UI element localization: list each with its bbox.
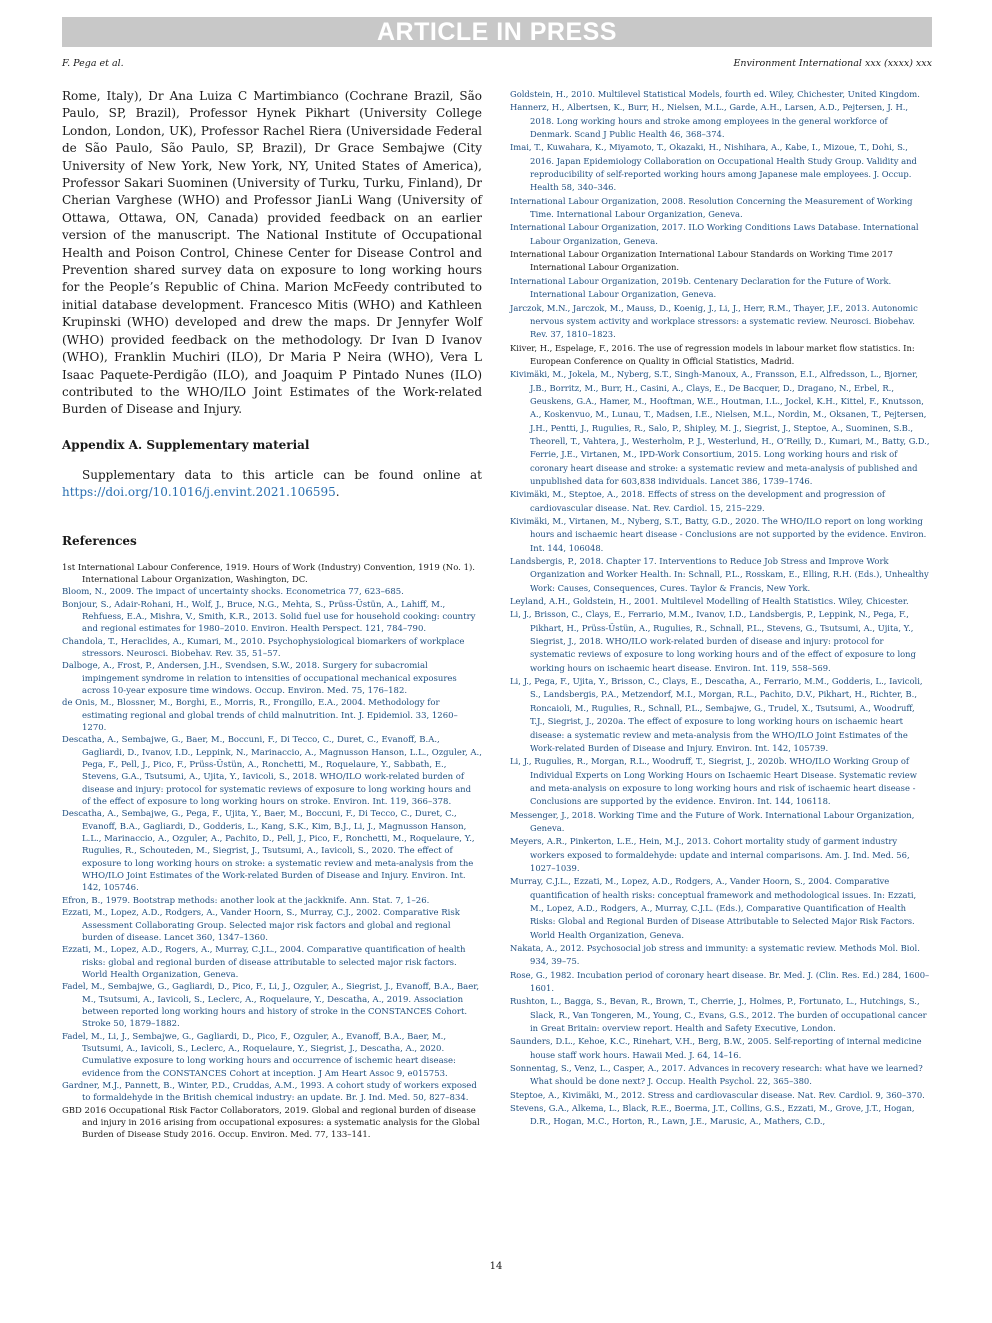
references-list-left — [62, 562, 482, 1142]
reference-item[interactable]: Ezzati, M., Lopez, A.D., Rogers, A., Murray, C.J.L., 2004. Comparative quantification of health risks: global and regional burden of disease attributable to selected major risk factors. World Health Organization, Geneva. — [62, 945, 466, 980]
reference-item[interactable]: Rose, G., 1982. Incubation period of coronary heart disease. Br. Med. J. (Clin. Res. Ed.) 284, 1600–1601. — [510, 969, 930, 994]
reference-item[interactable]: Fadel, M., Sembajwe, G., Gagliardi, D., Pico, F., Li, J., Ozguler, A., Siegrist, J., Evanoff, B.A., Baer, M., Tsutsumi, A., Iavicoli, S., Leclerc, A., Roquelaure, Y., Descatha, A., 2019. Association between reported long working hours and history of stroke in the CONSTANCES Cohort. Stroke 50, 1879–1882. — [62, 982, 480, 1030]
appendix-suffix: . — [335, 485, 340, 500]
right-column — [510, 88, 930, 1129]
reference-item[interactable]: Hannerz, H., Albertsen, K., Burr, H., Nielsen, M.L., Garde, A.H., Larsen, A.D., Pejtersen, J. H., 2018. Long working hours and stroke among employees in the general workforce of Denmark. Scand J Public Health 46, 368–374. — [510, 102, 909, 140]
reference-item[interactable]: Dalboge, A., Frost, P., Andersen, J.H., Svendsen, S.W., 2018. Surgery for subacromial impingement syndrome in relation to intensities of occupational mechanical exposures across 10-year exposure time windows. Occup. Environ. Med. 75, 176–182. — [62, 661, 457, 696]
reference-item[interactable]: Murray, C.J.L., Ezzati, M., Lopez, A.D., Rodgers, A., Vander Hoorn, S., 2004. Comparative quantification of health risks: conceptual framework and methodological issues. In: Ezzati, M., Lopez, A.D., Rodgers, A., Murray, C.J.L. (Eds.), Comparative Quantification of Health Risks: Global and Regional Burden of Disease Attributable to Selected Major Risk Factors. World Health Organization, Geneva. — [510, 876, 917, 940]
reference-item: 1st International Labour Conference, 1919. Hours of Work (Industry) Convention, 1919 (No. 1). International Labour Organization, Washington, DC. — [62, 562, 475, 585]
appendix-heading: Appendix A. Supplementary material — [62, 437, 310, 452]
left-column — [62, 88, 482, 1142]
reference-item[interactable]: Fadel, M., Li, J., Sembajwe, G., Gagliardi, D., Pico, F., Ozguler, A., Evanoff, B.A., Baer, M., Tsutsumi, A., Iavicoli, S., Leclerc, A., Roquelaure, Y., Siegrist, J., Descatha, A., 2020. Cumulative exposure to long working hours and occurrence of ischemic heart disease: evidence from the CONSTANCES Cohort at inception. J Am Heart Assoc 9, e015753. — [62, 1031, 456, 1079]
reference-item[interactable]: Gardner, M.J., Pannett, B., Winter, P.D., Cruddas, A.M., 1993. A cohort study of workers exposed to formaldehyde in the British chemical industry: an update. Br. J. Ind. Med. 50, 827–834. — [62, 1080, 477, 1104]
reference-item[interactable]: International Labour Organization, 2008. Resolution Concerning the Measurement of Working Time. International Labour Organization, Geneva. — [510, 195, 913, 220]
page-number: 14 — [489, 1261, 503, 1272]
reference-item[interactable]: International Labour Organization, 2019b. Centenary Declaration for the Future of Work. International Labour Organization, Geneva. — [510, 275, 892, 300]
reference-item[interactable]: de Onis, M., Blossner, M., Borghi, E., Morris, R., Frongillo, E.A., 2004. Methodology for estimating regional and global trends of child malnutrition. Int. J. Epidemiol. 33, 1260–1270. — [62, 698, 458, 733]
reference-item[interactable]: Bloom, N., 2009. The impact of uncertainty shocks. Econometrica 77, 623–685. — [62, 587, 404, 598]
reference-item[interactable]: Rushton, L., Bagga, S., Bevan, R., Brown, T., Cherrie, J., Holmes, P., Fortunato, L., Hutchings, S., Slack, R., Van Tongeren, M., Young, C., Evans, G.S., 2012. The burden of occupational cancer in Great Britain: overview report. Health and Safety Executive, London. — [510, 996, 927, 1034]
reference-item[interactable]: Sonnentag, S., Venz, L., Casper, A., 2017. Advances in recovery research: what have we learned? What should be done next? J. Occup. Health Psychol. 22, 365–380. — [510, 1063, 923, 1087]
reference-item[interactable]: Li, J., Brisson, C., Clays, E., Ferrario, M.M., Ivanov, I.D., Landsbergis, P., Leppink, N., Pega, F., Pikhart, H., Prüss-Üstün, A., Rugulies, R., Schnall, P.L., Stevens, G., Tsutsumi, A., Ujita, Y., Siegrist, J., 2018. WHO/ILO work-related burden of disease and injury: protocol for systematic reviews of exposure to long working hours and of the effect of exposure to long working hours on ischaemic heart disease. Environ. Int. 119, 558–569. — [510, 609, 916, 673]
reference-item[interactable]: Kivimäki, M., Jokela, M., Nyberg, S.T., Singh-Manoux, A., Fransson, E.I., Alfredsson, L., Bjorner, J.B., Borritz, M., Burr, H., Casini, A., Clays, E., De Bacquer, D., Dragano, N., Erbel, R., Geuskens, G.A., Hamer, M., Hooftman, W.E., Houtman, I.L., Jockel, K.H., Kittel, F., Knutsson, A., Koskenvuo, M., Lunau, T., Madsen, I.E., Nielsen, M.L., Nordin, M., Oksanen, T., Pejtersen, J.H., Pentti, J., Rugulies, R., Salo, P., Shipley, M. J., Siegrist, J., Steptoe, A., Suominen, S.B., Theorell, T., Vahtera, J., Westerholm, P. J., Westerlund, H., O’Reilly, D., Kumari, M., Batty, G.D., Ferrie, J.E., Virtanen, M., IPD-Work Consortium, 2015. Long working hours and risk of coronary heart disease and stroke: a systematic review and meta-analysis of published and unpublished data for 603,838 individuals. Lancet 386, 1739–1746. — [510, 369, 930, 486]
appendix-text: Supplementary data to this article can be found online at — [82, 467, 482, 482]
reference-item[interactable]: Bonjour, S., Adair-Rohani, H., Wolf, J., Bruce, N.G., Mehta, S., Prüss-Üstün, A., Lahiff, M., Rehfuess, E.A., Mishra, V., Smith, K.R., 2013. Solid fuel use for household cooking: country and regional estimates for 1980–2010. Environ. Health Perspect. 121, 784–790. — [62, 599, 476, 635]
reference-item[interactable]: Saunders, D.L., Kehoe, K.C., Rinehart, V.H., Berg, B.W., 2005. Self-reporting of internal medicine house staff work hours. Hawaii Med. J. 64, 14–16. — [510, 1036, 922, 1060]
reference-item: GBD 2016 Occupational Risk Factor Collaborators, 2019. Global and regional burden of disease and injury in 2016 arising from occupational exposures: a systematic analysis for the Global Burden of Disease Study 2016. Occup. Environ. Med. 77, 133–141. — [62, 1105, 480, 1141]
running-head-authors: F. Pega et al. — [62, 58, 124, 69]
supplementary-data-link[interactable]: https://doi.org/10.1016/j.envint.2021.106595 — [62, 485, 336, 500]
reference-item[interactable]: Landsbergis, P., 2018. Chapter 17. Interventions to Reduce Job Stress and Improve Work Organization and Worker Health. In: Schnall, P.L., Rosskam, E., Elling, R.H. (Eds.), Unhealthy Work: Causes, Consequences, Cures. Taylor & Francis, New York. — [510, 556, 929, 593]
reference-item[interactable]: Kivimäki, M., Virtanen, M., Nyberg, S.T., Batty, G.D., 2020. The WHO/ILO report on long working hours and ischaemic heart disease - Conclusions are not supported by the evidence. Environ. Int. 144, 106048. — [510, 516, 927, 553]
reference-item[interactable]: Nakata, A., 2012. Psychosocial job stress and immunity: a systematic review. Methods Mol. Biol. 934, 39–75. — [510, 943, 920, 967]
reference-item: International Labour Organization International Labour Standards on Working Time 2017 International Labour Organization. — [510, 249, 893, 273]
reference-item: Kiiver, H., Espelage, F., 2016. The use of regression models in labour market flow statistics. In: European Conference on Quality in Official Statistics, Madrid. — [510, 342, 915, 366]
references-heading: References — [62, 533, 137, 548]
reference-item[interactable]: Steptoe, A., Kivimäki, M., 2012. Stress and cardiovascular disease. Nat. Rev. Cardiol. 9, 360–370. — [510, 1089, 925, 1100]
references-list-right — [510, 88, 930, 1129]
reference-item[interactable]: Leyland, A.H., Goldstein, H., 2001. Multilevel Modelling of Health Statistics. Wiley, Chicester. — [510, 596, 909, 607]
reference-item[interactable]: Goldstein, H., 2010. Multilevel Statistical Models, fourth ed. Wiley, Chichester, United Kingdom. — [510, 89, 920, 99]
reference-item[interactable]: International Labour Organization, 2017. ILO Working Conditions Laws Database. International Labour Organization, Geneva. — [510, 222, 919, 246]
reference-item[interactable]: Kivimäki, M., Steptoe, A., 2018. Effects of stress on the development and progression of cardiovascular disease. Nat. Rev. Cardiol. 15, 215–229. — [510, 489, 885, 513]
reference-item[interactable]: Efron, B., 1979. Bootstrap methods: another look at the jackknife. Ann. Stat. 7, 1–26. — [62, 895, 430, 906]
reference-item[interactable]: Descatha, A., Sembajwe, G., Pega, F., Ujita, Y., Baer, M., Boccuni, F., Di Tecco, C., Duret, C., Evanoff, B.A., Gagliardi, D., Godderis, L., Kang, S.K., Kim, B.J., Li, J., Magnusson Hanson, L.L., Marinaccio, A., Ozguler, A., Pachito, D., Pell, J., Pico, F., Ronchetti, M., Roquelaure, Y., Rugulies, R., Schouteden, M., Siegrist, J., Tsutsumi, A., Iavicoli, S., 2020. The effect of exposure to long working hours on stroke: a systematic review and meta-analysis from the WHO/ILO Joint Estimates of the Work-related Burden of Disease and Injury. Environ. Int. 142, 105746. — [62, 809, 475, 894]
reference-item[interactable]: Chandola, T., Heraclides, A., Kumari, M., 2010. Psychophysiological biomarkers of workplace stressors. Neurosci. Biobehav. Rev. 35, 51–57. — [62, 636, 465, 659]
reference-item[interactable]: Messenger, J., 2018. Working Time and the Future of Work. International Labour Organization, Geneva. — [510, 809, 915, 833]
appendix-paragraph — [62, 467, 482, 502]
reference-item[interactable]: Descatha, A., Sembajwe, G., Baer, M., Boccuni, F., Di Tecco, C., Duret, C., Evanoff, B.A., Gagliardi, D., Ivanov, I.D., Leppink, N., Marinaccio, A., Magnusson Hanson, L.L., Ozguler, A., Pega, F., Pell, J., Pico, F., Prüss-Üstün, A., Ronchetti, M., Roquelaure, Y., Sabbath, E., Stevens, G.A., Tsutsumi, A., Ujita, Y., Iavicoli, S., 2018. WHO/ILO work-related burden of disease and injury: protocol for systematic reviews of exposure to long working hours and of the effect of exposure to long working hours on stroke. Environ. Int. 119, 366–378. — [62, 735, 482, 808]
reference-item[interactable]: Imai, T., Kuwahara, K., Miyamoto, T., Okazaki, H., Nishihara, A., Kabe, I., Mizoue, T., Dohi, S., 2016. Japan Epidemiology Collaboration on Occupational Health Study Group. Validity and reproducibility of self-reported working hours among Japanese male employees. J. Occup. Health 58, 340–346. — [510, 142, 917, 193]
reference-item[interactable]: Ezzati, M., Lopez, A.D., Rodgers, A., Vander Hoorn, S., Murray, C.J., 2002. Comparative Risk Assessment Collaborating Group. Selected major risk factors and global and regional burden of disease. Lancet 360, 1347–1360. — [62, 908, 460, 943]
running-head-journal: Environment International xxx (xxxx) xxx — [733, 58, 932, 69]
reference-item[interactable]: Jarczok, M.N., Jarczok, M., Mauss, D., Koenig, J., Li, J., Herr, R.M., Thayer, J.F., 2013. Autonomic nervous system activity and workplace stressors: a systematic review. Neurosci. Biobehav. Rev. 37, 1810–1823. — [510, 302, 918, 340]
reference-item[interactable]: Li, J., Rugulies, R., Morgan, R.L., Woodruff, T., Siegrist, J., 2020b. WHO/ILO Working Group of Individual Experts on Long Working Hours on Ischaemic Heart Disease. Systematic review and meta-analysis on exposure to long working hours and risk of ischaemic heart disease - Conclusions are supported by the evidence. Environ. Int. 144, 106118. — [510, 756, 917, 807]
reference-item[interactable]: Li, J., Pega, F., Ujita, Y., Brisson, C., Clays, E., Descatha, A., Ferrario, M.M., Godderis, L., Iavicoli, S., Landsbergis, P.A., Metzendorf, M.I., Morgan, R.L., Pachito, D.V., Pikhart, H., Richter, B., Roncaioli, M., Rugulies, R., Schnall, P.L., Sembajwe, G., Trudel, X., Tsutsumi, A., Woodruff, T.J., Siegrist, J., 2020a. The effect of exposure to long working hours on ischaemic heart disease: a systematic review and meta-analysis from the WHO/ILO Joint Estimates of the Work-related Burden of Disease and Injury. Environ. Int. 142, 105739. — [510, 676, 923, 753]
article-in-press-banner: ARTICLE IN PRESS — [62, 17, 932, 47]
acknowledgement-paragraph: Rome, Italy), Dr Ana Luiza C Martimbianco (Cochrane Brazil, São Paulo, SP, Brazil), Professor Hynek Pikhart (University College London, London, UK), Professor Rachel Riera (Universidade Federal de São Paulo, São Paulo, SP, Brazil), Dr Grace Sembajwe (City University of New York, New York, NY, United States of America), Professor Sakari Suominen (University of Turku, Turku, Finland), Dr Cherian Varghese (WHO) and Professor JianLi Wang (University of Ottawa, Ottawa, ON, Canada) provided feedback on an earlier version of the manuscript. The National Institute of Occupational Health and Poison Control, Chinese Center for Disease Control and Prevention shared survey data on exposure to long working hours for the People’s Republic of China. Marion McFeedy contributed to initial database development. Francesco Mitis (WHO) and Kathleen Krupinski (WHO) developed and drew the maps. Dr Jennyfer Wolf (WHO) provided feedback on the methodology. Dr Ivan D Ivanov (WHO), Franklin Muchiri (ILO), Dr Maria P Neira (WHO), Vera L Isaac Paquete-Perdigão (ILO), and Joaquim P Pintado Nunes (ILO) contributed to the WHO/ILO Joint Estimates of the Work-related Burden of Disease and Injury. — [62, 89, 482, 417]
reference-item[interactable]: Stevens, G.A., Alkema, L., Black, R.E., Boerma, J.T., Collins, G.S., Ezzati, M., Grove, J.T., Hogan, D.R., Hogan, M.C., Horton, R., Lawn, J.E., Marusic, A., Mathers, C.D., — [510, 1103, 915, 1127]
reference-item[interactable]: Meyers, A.R., Pinkerton, L.E., Hein, M.J., 2013. Cohort mortality study of garment industry workers exposed to formaldehyde: update and internal comparisons. Am. J. Ind. Med. 56, 1027–1039. — [510, 836, 910, 873]
